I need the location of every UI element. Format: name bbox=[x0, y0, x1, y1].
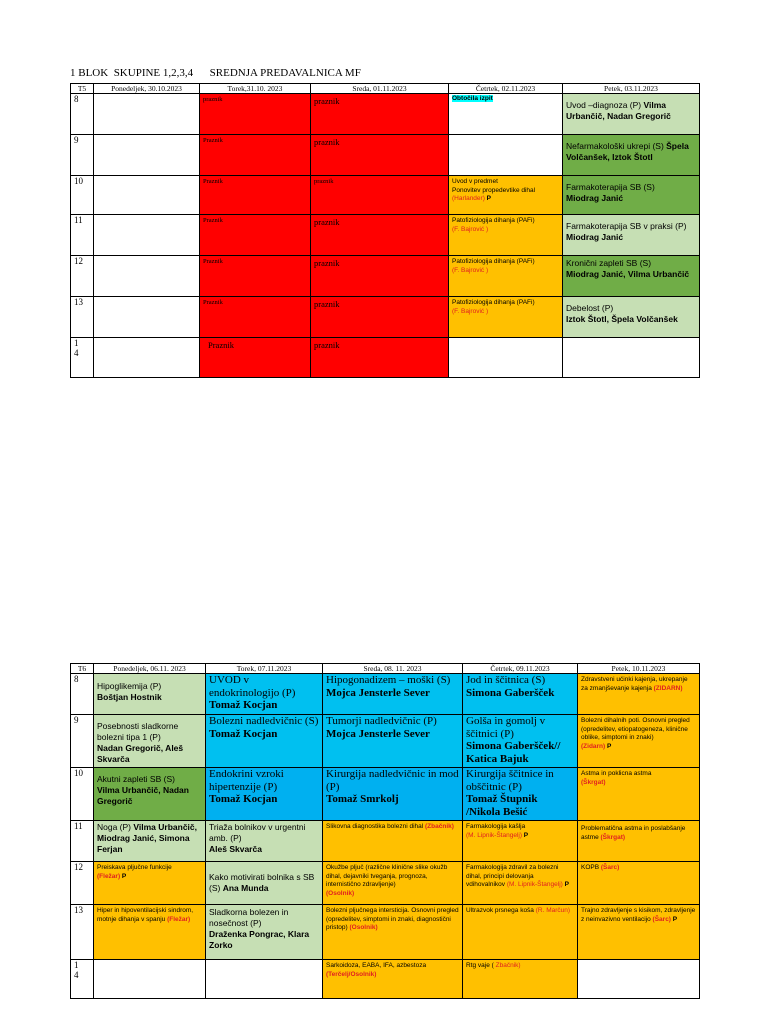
lecture-topic: Akutni zapleti SB (S) bbox=[97, 774, 175, 784]
slot-lecture bbox=[94, 862, 206, 905]
hour-cell: 11 bbox=[71, 215, 94, 256]
lecture-topic: Noga (P) bbox=[97, 822, 134, 832]
slot-lecture bbox=[578, 905, 700, 960]
hour-cell: 11 bbox=[71, 821, 94, 862]
slot-lecture bbox=[463, 821, 578, 862]
slot-lecture bbox=[563, 256, 700, 297]
schedule-table-week-1 bbox=[70, 83, 700, 378]
slot-lecture bbox=[323, 905, 463, 960]
slot-lecture bbox=[323, 768, 463, 821]
lecture-topic: Endokrini vzroki hipertenzije (P) bbox=[209, 768, 284, 793]
lecturer-name: (Terčelj/Osolnik) bbox=[326, 970, 377, 978]
lecturer-name: Mojca Jensterle Sever bbox=[326, 686, 430, 699]
lecture-topic: Tumorji nadledvičnic (P) bbox=[326, 715, 437, 727]
lecturer-name: (ZIDARN) bbox=[653, 684, 683, 692]
table-row bbox=[71, 176, 700, 215]
slot-holiday: Praznik bbox=[200, 338, 311, 378]
slot-empty bbox=[578, 960, 700, 999]
lecturer-name: Miodrag Janić, Vilma Urbančič bbox=[566, 269, 690, 279]
lecture-topic: Hipoglikemija (P) bbox=[97, 681, 162, 691]
slot-lecture bbox=[449, 297, 563, 338]
lecturer-name: Iztok Štotl, Špela Volčanšek bbox=[566, 314, 678, 324]
table-row bbox=[71, 135, 700, 176]
slot-exam bbox=[449, 94, 563, 135]
hour-cell: 8 bbox=[71, 674, 94, 715]
slot-lecture bbox=[206, 674, 323, 715]
lecturer-name: (Osolnik) bbox=[349, 924, 378, 931]
day-header-mon: Ponedeljek, 06.11. 2023 bbox=[94, 664, 206, 674]
lecturer-name: Simona Gaberšček// Katica Bajuk bbox=[466, 740, 561, 765]
slot-lecture bbox=[563, 215, 700, 256]
lecture-topic: Golša in gomolj v ščitnici (P) bbox=[466, 715, 546, 740]
lecture-topic: Farmakoterapija SB v praksi (P) bbox=[566, 221, 687, 231]
lecture-topic: Kako motivirati bolnika s SB (S) bbox=[209, 872, 315, 893]
lecture-topic: Zdravstveni učinki kajenja, ukrepanje za zmanjševanje kajenja bbox=[581, 676, 688, 692]
lecture-topic: Farmakologija kašlja bbox=[466, 823, 526, 830]
lecturer-name: Simona Gaberšček bbox=[466, 686, 555, 699]
lecturer-name: Vilma Urbančič, Nadan Gregorič bbox=[566, 100, 671, 121]
slot-lecture bbox=[206, 905, 323, 960]
slot-empty bbox=[563, 338, 700, 378]
slot-lecture bbox=[463, 768, 578, 821]
hour-cell: 1 4 bbox=[71, 960, 94, 999]
lecturer-name: (R. Marčun) bbox=[535, 907, 571, 914]
lecture-topic: KOPB bbox=[581, 864, 601, 871]
table-row bbox=[71, 862, 700, 905]
slot-lecture bbox=[563, 176, 700, 215]
slot-lecture bbox=[578, 715, 700, 768]
lecturer-name: (Šarc) bbox=[652, 915, 671, 923]
slot-holiday: praznik bbox=[200, 94, 311, 135]
day-header-tue: Torek, 07.11.2023 bbox=[206, 664, 323, 674]
slot-lecture bbox=[206, 715, 323, 768]
lecture-topic: Slikovna diagnostika bolezni dihal bbox=[326, 823, 426, 830]
table-row bbox=[71, 338, 700, 378]
slot-holiday: praznik bbox=[311, 338, 449, 378]
schedule-table-week-2 bbox=[70, 663, 700, 999]
lecturer-name: (Harlander) bbox=[452, 195, 485, 202]
slot-lecture bbox=[323, 715, 463, 768]
lecturer-name: Aleš Skvarča bbox=[209, 844, 262, 854]
lecturer-name: (Zbačnik) bbox=[425, 823, 454, 830]
hour-cell: 9 bbox=[71, 135, 94, 176]
table-row bbox=[71, 715, 700, 768]
table-row bbox=[71, 960, 700, 999]
lecture-topic: Patofiziologija dihanja (PAFi) bbox=[452, 299, 535, 306]
table-row bbox=[71, 674, 700, 715]
slot-lecture bbox=[323, 821, 463, 862]
slot-holiday: praznik bbox=[311, 176, 449, 215]
day-header-fri: Petek, 03.11.2023 bbox=[563, 84, 700, 94]
lecturer-name: Draženka Pongrac, Klara Zorko bbox=[209, 929, 310, 950]
slot-lecture bbox=[463, 862, 578, 905]
slot-lecture bbox=[206, 821, 323, 862]
hour-cell: 13 bbox=[71, 297, 94, 338]
day-header-wed: Sreda, 08. 11. 2023 bbox=[323, 664, 463, 674]
exam-label: Obtočila izpit bbox=[452, 95, 493, 102]
lecturer-name: Špela Volčanšek, Iztok Štotl bbox=[566, 141, 689, 162]
lecturer-name: Zbačnik) bbox=[495, 962, 521, 969]
lecture-topic: Nefarmakološki ukrepi (S) bbox=[566, 141, 667, 151]
slot-empty bbox=[449, 135, 563, 176]
slot-holiday: praznik bbox=[311, 215, 449, 256]
lecturer-name: Miodrag Janić bbox=[566, 193, 624, 203]
slot-holiday: Praznik bbox=[200, 256, 311, 297]
slot-empty bbox=[449, 338, 563, 378]
lecture-topic: Farmakologija zdravil za bolezni dihal, principi delovanja vdihovalnikov bbox=[466, 864, 559, 888]
day-header-thu: Četrtek, 09.11.2023 bbox=[463, 664, 578, 674]
lecturer-name: (Škrgat) bbox=[581, 778, 606, 786]
slot-lecture bbox=[206, 768, 323, 821]
lecturer-name: Nadan Gregorič, Aleš Skvarča bbox=[97, 743, 184, 764]
slot-empty bbox=[94, 256, 200, 297]
hour-cell: 12 bbox=[71, 256, 94, 297]
slot-lecture bbox=[206, 862, 323, 905]
slot-holiday: praznik bbox=[311, 135, 449, 176]
lecture-topic: Debelost (P) bbox=[566, 303, 614, 313]
slot-lecture bbox=[463, 674, 578, 715]
lecture-topic: Hipogonadizem – moški (S) bbox=[326, 674, 451, 686]
lecture-topic: Kirurgija ščitnice in obščitnic (P) bbox=[466, 768, 554, 793]
lecturer-name: Boštjan Hostnik bbox=[97, 692, 162, 702]
lecturer-name: Vilma Urbančič, Nadan Gregorič bbox=[97, 785, 189, 806]
slot-lecture bbox=[563, 297, 700, 338]
lecture-type: P bbox=[605, 742, 612, 750]
lecture-topic: Triaža bolnikov v urgentni amb. (P) bbox=[209, 822, 306, 843]
lecture-topic: Rtg vaje ( bbox=[466, 962, 496, 969]
hour-header: T5 bbox=[71, 84, 94, 94]
slot-empty bbox=[94, 960, 206, 999]
lecturer-name: Ana Munda bbox=[222, 883, 269, 893]
lecture-topic: Ultrazvok prsnega koša bbox=[466, 907, 536, 914]
lecturer-name: (Fležar) bbox=[167, 915, 191, 923]
day-header-mon: Ponedeljek, 30.10.2023 bbox=[94, 84, 200, 94]
table-row bbox=[71, 94, 700, 135]
slot-lecture bbox=[323, 960, 463, 999]
slot-lecture bbox=[94, 821, 206, 862]
slot-lecture bbox=[563, 135, 700, 176]
lecture-type: P bbox=[562, 881, 569, 888]
lecturer-name: (Osolnik) bbox=[326, 889, 355, 897]
hour-cell: 13 bbox=[71, 905, 94, 960]
slot-lecture bbox=[449, 215, 563, 256]
table-row bbox=[71, 215, 700, 256]
lecturer-name: (Fležar) bbox=[97, 872, 121, 880]
table-row bbox=[71, 297, 700, 338]
slot-lecture bbox=[449, 256, 563, 297]
header-row bbox=[71, 84, 700, 94]
lecturer-name: Tomaž Kocjan bbox=[209, 793, 278, 805]
hour-cell: 12 bbox=[71, 862, 94, 905]
day-header-thu: Četrtek, 02.11.2023 bbox=[449, 84, 563, 94]
slot-empty bbox=[94, 297, 200, 338]
slot-empty bbox=[94, 338, 200, 378]
slot-lecture bbox=[578, 821, 700, 862]
slot-lecture bbox=[578, 674, 700, 715]
lecturer-name: Tomaž Kocjan bbox=[209, 699, 278, 711]
slot-lecture bbox=[94, 715, 206, 768]
lecturer-name: Miodrag Janić bbox=[566, 232, 624, 242]
slot-empty bbox=[206, 960, 323, 999]
header-row bbox=[71, 664, 700, 674]
lecturer-name: (M. Lipnik-Štangelj) bbox=[466, 831, 522, 839]
slot-lecture bbox=[323, 862, 463, 905]
lecturer-name: Tomaž Kocjan bbox=[209, 727, 278, 740]
hour-header: T6 bbox=[71, 664, 94, 674]
hour-cell: 9 bbox=[71, 715, 94, 768]
slot-holiday: Praznik bbox=[200, 215, 311, 256]
lecture-type: P bbox=[670, 915, 678, 923]
table-row bbox=[71, 256, 700, 297]
lecturer-name: (M. Lipnik-Štangelj) bbox=[506, 881, 563, 888]
lecture-topic: Bolezni dihalnih poti. Osnovni pregled (opredelitev, etiopatogeneza, klinične oblike, simptomi in znaki) bbox=[581, 717, 690, 741]
lecturer-name: (Zidarn) bbox=[581, 742, 606, 750]
slot-lecture bbox=[578, 862, 700, 905]
hour-cell: 10 bbox=[71, 768, 94, 821]
slot-empty bbox=[94, 94, 200, 135]
lecturer-name: Mojca Jensterle Sever bbox=[326, 727, 430, 740]
slot-lecture bbox=[578, 768, 700, 821]
slot-lecture bbox=[563, 94, 700, 135]
slot-holiday: praznik bbox=[311, 256, 449, 297]
lecturer-name: (Šarc) bbox=[600, 864, 620, 871]
lecture-topic: Okužbe pljuč (različne klinične slike okužb dihal, dejavniki tveganja, prognoza, internistično zdravljenje) bbox=[326, 864, 448, 888]
slot-lecture bbox=[94, 905, 206, 960]
lecture-topic: Patofiziologija dihanja (PAFi) bbox=[452, 258, 535, 265]
lecture-type: P bbox=[522, 831, 529, 839]
lecturer-name: (F. Bajrović ) bbox=[452, 307, 489, 315]
slot-lecture bbox=[94, 674, 206, 715]
lecture-topic: Kirurgija nadledvičnic in mod (P) bbox=[326, 768, 459, 793]
slot-lecture bbox=[463, 905, 578, 960]
lecturer-name: Vilma Urbančič, Miodrag Janić, Simona Ferjan bbox=[97, 822, 197, 854]
lecture-topic: Uvod v predmet Ponovitev propedevtike dihal bbox=[452, 178, 536, 194]
lecture-topic: UVOD v endokrinologijo (P) bbox=[209, 674, 296, 699]
slot-lecture bbox=[94, 768, 206, 821]
lecture-type: P bbox=[484, 195, 492, 202]
hour-cell: 10 bbox=[71, 176, 94, 215]
lecture-topic: Patofiziologija dihanja (PAFi) bbox=[452, 217, 535, 224]
lecture-topic: Sarkoidoza, EABA, IFA, azbestoza bbox=[326, 962, 427, 969]
lecturer-name: (F. Bajrović ) bbox=[452, 266, 489, 274]
lecture-topic: Farmakoterapija SB (S) bbox=[566, 182, 655, 192]
slot-lecture bbox=[463, 960, 578, 999]
table-row bbox=[71, 768, 700, 821]
lecturer-name: Tomaž Smrkolj bbox=[326, 793, 399, 805]
lecture-topic: Kronični zapleti SB (S) bbox=[566, 258, 652, 268]
slot-lecture bbox=[463, 715, 578, 768]
slot-empty bbox=[94, 215, 200, 256]
lecture-topic: Trajno zdravljenje s kisikom, zdravljenje z neinvazivno ventilacijo bbox=[581, 907, 696, 923]
lecture-topic: Sladkorna bolezen in nosečnost (P) bbox=[209, 907, 289, 928]
lecture-topic: Uvod –diagnoza (P) bbox=[566, 100, 644, 110]
day-header-tue: Torek,31.10. 2023 bbox=[200, 84, 311, 94]
table-row bbox=[71, 821, 700, 862]
slot-holiday: Praznik bbox=[200, 135, 311, 176]
slot-holiday: praznik bbox=[311, 94, 449, 135]
lecturer-name: (Škrgat) bbox=[600, 833, 626, 841]
slot-lecture bbox=[449, 176, 563, 215]
slot-holiday: Praznik bbox=[200, 176, 311, 215]
lecturer-name: (F. Bajrović ) bbox=[452, 225, 489, 233]
slot-holiday: Praznik bbox=[200, 297, 311, 338]
day-header-wed: Sreda, 01.11.2023 bbox=[311, 84, 449, 94]
lecture-topic: Preiskava pljučne funkcije bbox=[97, 864, 172, 871]
lecture-topic: Bolezni nadledvičnic (S) bbox=[209, 715, 319, 727]
slot-lecture bbox=[323, 674, 463, 715]
lecture-topic: Posebnosti sladkorne bolezni tipa 1 (P) bbox=[97, 721, 179, 742]
block-title: 1 BLOK SKUPINE 1,2,3,4 SREDNJA PREDAVALNICA MF bbox=[70, 67, 361, 79]
slot-empty bbox=[94, 135, 200, 176]
table-row bbox=[71, 905, 700, 960]
hour-cell: 8 bbox=[71, 94, 94, 135]
hour-cell: 1 4 bbox=[71, 338, 94, 378]
day-header-fri: Petek, 10.11.2023 bbox=[578, 664, 700, 674]
lecture-topic: Jod in ščitnica (S) bbox=[466, 674, 546, 686]
lecture-topic: Problematična astma in poslabšanje astme bbox=[581, 825, 686, 841]
slot-empty bbox=[94, 176, 200, 215]
slot-holiday: praznik bbox=[311, 297, 449, 338]
lecturer-name: Tomaž Štupnik /Nikola Bešić bbox=[466, 793, 538, 818]
lecture-topic: Astma in poklicna astma bbox=[581, 770, 652, 777]
lecture-topic: Bolezni pljučnega intersticija. Osnovni pregled (opredelitev, simptomi in znaki, diagnostični pristop) bbox=[326, 907, 459, 931]
lecture-topic: Hiper in hipoventilacijski sindrom, motnje dihanja v spanju bbox=[97, 907, 194, 923]
lecture-type: P bbox=[120, 872, 127, 880]
